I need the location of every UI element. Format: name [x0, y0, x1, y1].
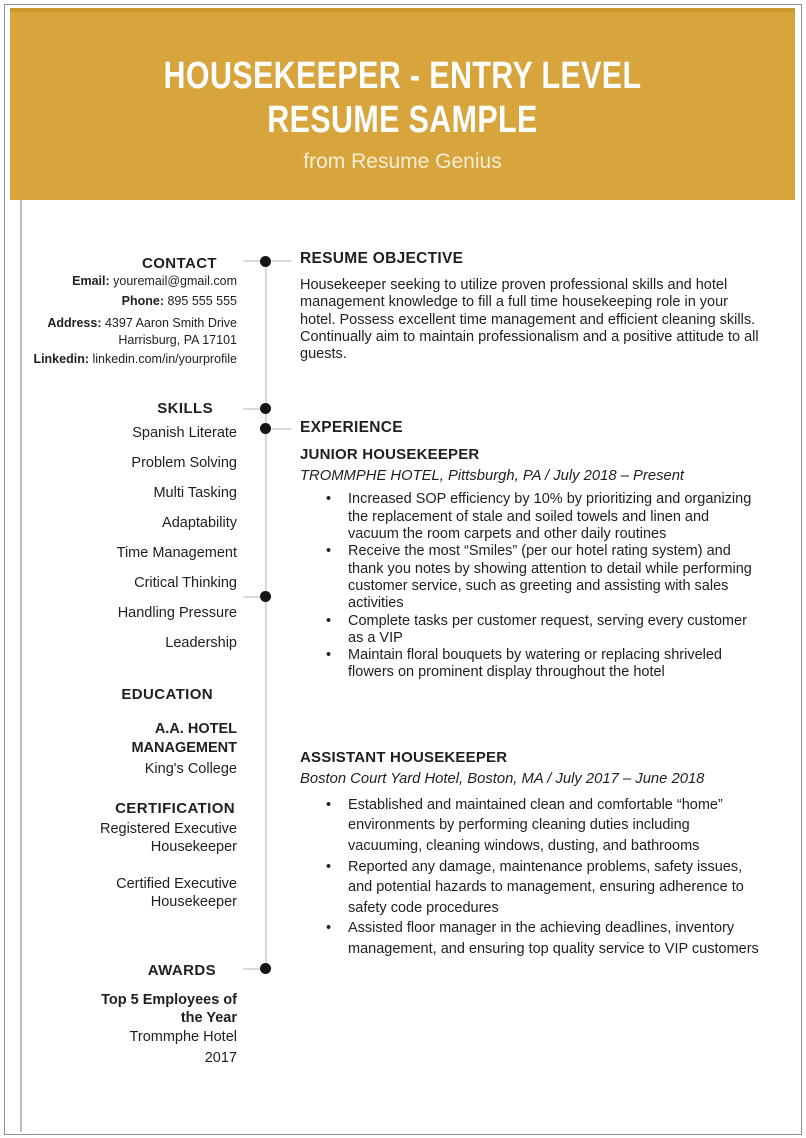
skill-item: Multi Tasking	[153, 485, 237, 501]
timeline-dot	[260, 256, 271, 267]
objective-heading: RESUME OBJECTIVE	[300, 250, 464, 267]
job-bullets	[300, 795, 762, 960]
timeline-connector	[243, 408, 261, 410]
skill-item: Time Management	[116, 545, 237, 561]
contact-value: Harrisburg, PA 17101	[118, 333, 237, 347]
contact-row-phone	[30, 294, 237, 309]
contact-row-address	[30, 315, 237, 349]
bullet-item: • Assisted floor manager in the achieving deadlines, inventory management, and ensuring top quality service to VIP customers	[300, 918, 762, 959]
job-junior-housekeeper	[300, 446, 762, 681]
timeline-connector	[272, 428, 291, 430]
job-bullets	[300, 491, 762, 681]
education-heading: EDUCATION	[121, 686, 213, 703]
skill-item: Handling Pressure	[117, 605, 237, 621]
main-content	[300, 250, 762, 960]
bullet-item: • Complete tasks per customer request, serving every customer as a VIP	[300, 613, 762, 648]
education-degree: A.A. HOTEL MANAGEMENT	[131, 721, 237, 756]
award-year: 2017	[204, 1050, 237, 1066]
timeline-connector	[243, 596, 261, 598]
contact-label: Linkedin:	[33, 352, 89, 366]
sidebar	[30, 248, 237, 1067]
job-meta: TROMMPHE HOTEL, Pittsburgh, PA / July 2018 – Present	[300, 468, 685, 485]
page-title-line1: HOUSEKEEPER - ENTRY LEVEL	[163, 55, 642, 97]
certification-item: Certified Executive Housekeeper	[116, 876, 237, 910]
timeline-connector	[243, 968, 261, 970]
awards-heading: AWARDS	[147, 962, 216, 979]
left-edge-divider	[20, 200, 22, 1132]
skills-list	[30, 418, 237, 658]
skill-item: Adaptability	[162, 515, 237, 531]
contact-row-email	[30, 274, 237, 289]
skill-item: Critical Thinking	[134, 575, 237, 591]
skill-item: Spanish Literate	[132, 425, 237, 441]
timeline-connector	[243, 260, 261, 262]
timeline-dot	[260, 963, 271, 974]
page-title-line2: RESUME SAMPLE	[267, 99, 538, 141]
bullet-item: • Increased SOP efficiency by 10% by prioritizing and organizing the replacement of stale and soiled towels and linen and vacuum the room carpets and other daily routines	[300, 491, 762, 543]
page-subtitle: from Resume Genius	[303, 150, 502, 173]
contact-row-linkedin	[30, 352, 237, 367]
job-title: ASSISTANT HOUSEKEEPER	[300, 748, 508, 766]
bullet-item: • Maintain floral bouquets by watering or replacing shriveled flowers on prominent display throughout the hotel	[300, 647, 762, 682]
skill-item: Problem Solving	[131, 455, 237, 471]
education-school: King's College	[144, 761, 237, 777]
timeline-connector	[272, 260, 291, 262]
contact-value: 895 555 555	[167, 294, 237, 308]
bullet-item: • Established and maintained clean and comfortable “home” environments by performing cleaning duties including vacuuming, cleaning windows, dusting, and bathrooms	[300, 795, 762, 857]
skills-heading: SKILLS	[157, 400, 213, 417]
job-meta: Boston Court Yard Hotel, Boston, MA / July 2017 – June 2018	[300, 770, 705, 787]
timeline-dot	[260, 423, 271, 434]
award-title: Top 5 Employees of the Year	[101, 992, 237, 1026]
timeline-dot	[260, 591, 271, 602]
contact-value: 4397 Aaron Smith Drive	[104, 316, 237, 330]
contact-value: youremail@gmail.com	[113, 274, 237, 288]
banner	[10, 8, 795, 200]
job-title: JUNIOR HOUSEKEEPER	[300, 446, 480, 464]
contact-value: linkedin.com/in/yourprofile	[92, 352, 237, 366]
skill-item: Leadership	[165, 635, 237, 651]
award-org: Trommphe Hotel	[129, 1029, 237, 1045]
page-title	[89, 54, 717, 142]
contact-heading: CONTACT	[141, 255, 217, 272]
experience-heading: EXPERIENCE	[300, 419, 403, 437]
contact-label: Email:	[72, 274, 110, 288]
bullet-item: • Receive the most “Smiles” (per our hotel rating system) and thank you notes by showing attention to detail while performing customer service, such as greeting and assisting with sales activities	[300, 543, 762, 612]
objective-text: Housekeeper seeking to utilize proven professional skills and hotel management knowledge to fill a full time housekeeping role in your hotel. Possess excellent time management and efficient cleaning skills. Continually aim to maintain professionalism and a positive attitude to all guests.	[300, 277, 759, 363]
contact-label: Address:	[47, 316, 102, 330]
bullet-item: • Reported any damage, maintenance problems, safety issues, and potential hazards to management, ensuring adherence to safety code procedures	[300, 857, 762, 919]
timeline-dot	[260, 403, 271, 414]
contact-label: Phone:	[121, 294, 164, 308]
certification-item: Registered Executive Housekeeper	[99, 821, 237, 855]
certification-heading: CERTIFICATION	[115, 800, 235, 817]
job-assistant-housekeeper	[300, 749, 762, 960]
timeline-vline	[265, 261, 267, 969]
